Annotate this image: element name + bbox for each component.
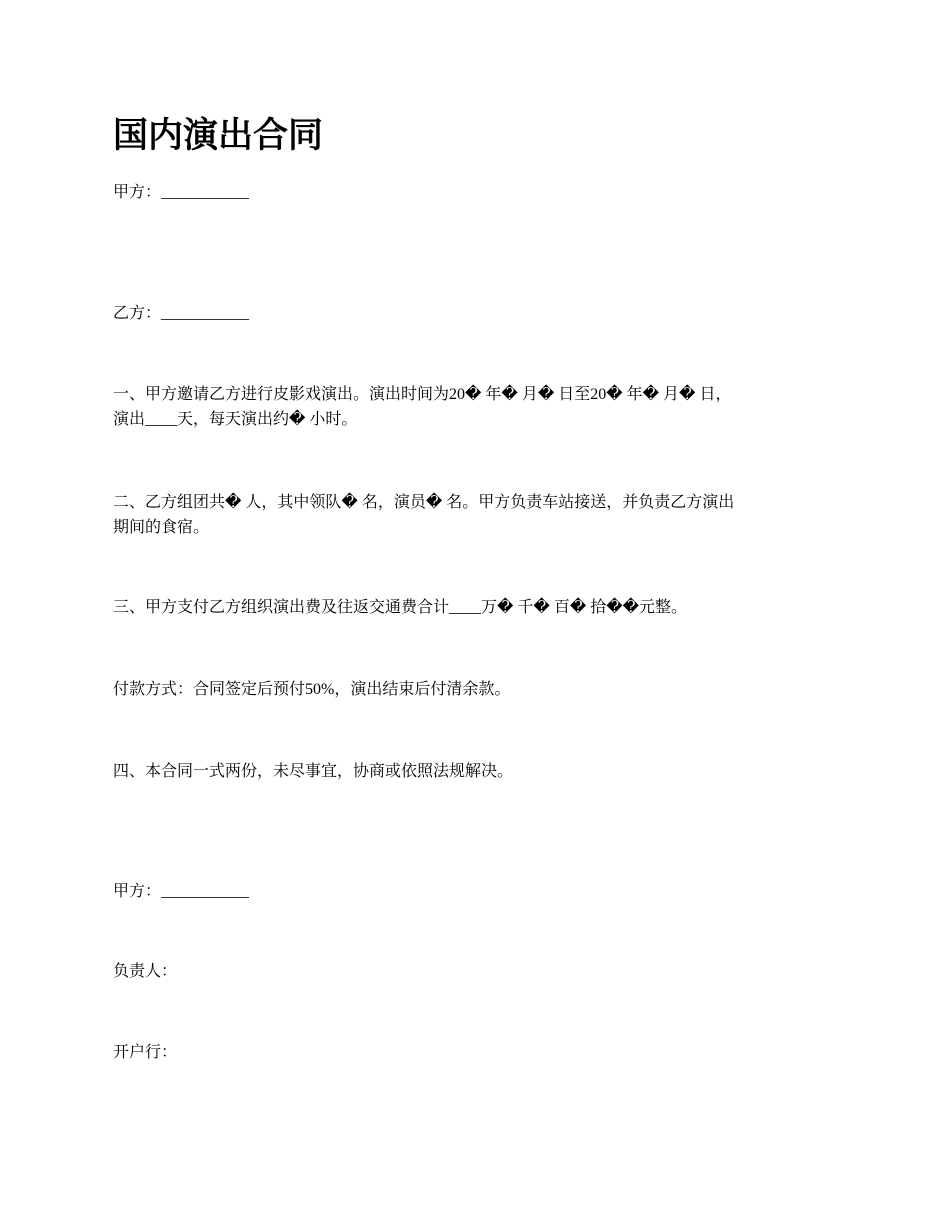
clause-3: 三、甲方支付乙方组织演出费及往返交通费合计____万� 千� 百� 拾��元整。 (113, 599, 688, 616)
payment-terms: 付款方式：合同签定后预付50%，演出结束后付清余款。 (113, 681, 511, 698)
clause-1-line-2: 演出____天，每天演出约� 小时。 (113, 411, 358, 428)
party-a-line: 甲方：___________ (113, 184, 250, 201)
clause-4: 四、本合同一式两份，未尽事宜，协商或依照法规解决。 (113, 763, 514, 780)
signature-bank: 开户行： (113, 1044, 178, 1061)
clause-1-line-1: 一、甲方邀请乙方进行皮影戏演出。演出时间为20� 年� 月� 日至20� 年� 月� 日， (113, 386, 732, 403)
clause-2-line-1: 二、乙方组团共� 人，其中领队� 名，演员� 名。甲方负责车站接送，并负责乙方演出 (113, 494, 735, 511)
signature-responsible-person: 负责人： (113, 963, 178, 980)
document-title: 国内演出合同 (113, 116, 324, 155)
clause-2-line-2: 期间的食宿。 (113, 519, 210, 536)
party-b-line: 乙方：___________ (113, 305, 250, 322)
signature-party-a: 甲方：___________ (113, 883, 250, 900)
